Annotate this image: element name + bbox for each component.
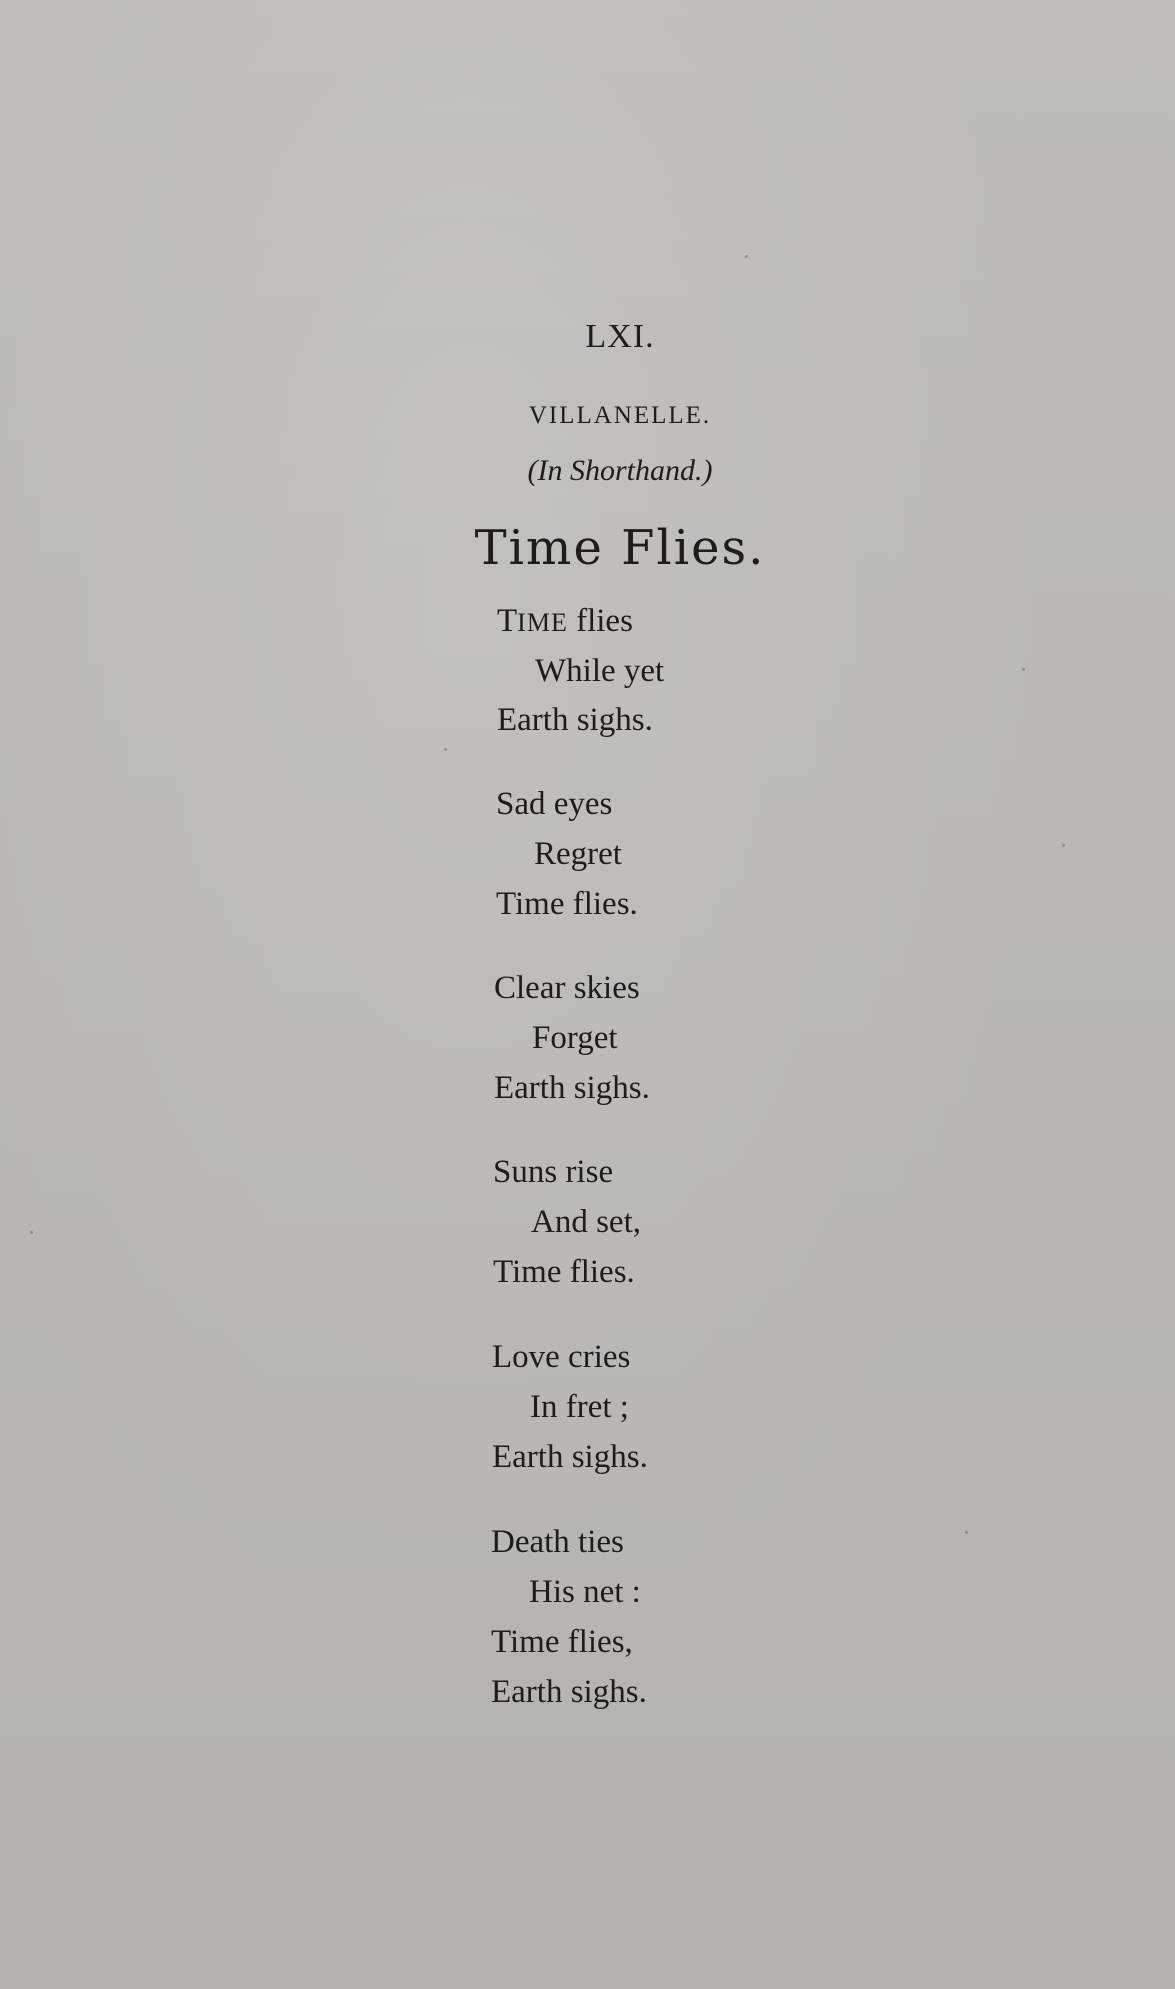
poem-form-label: VILLANELLE.	[528, 402, 712, 429]
poem-line: Suns rise	[493, 1154, 614, 1190]
poem-line: Earth sighs.	[494, 1070, 650, 1106]
first-word-initial: T	[497, 603, 518, 639]
poem-line: Time flies,	[491, 1624, 633, 1660]
poem-line: Sad eyes	[496, 786, 613, 822]
poem-line: Time flies.	[493, 1254, 635, 1290]
poem-line: Regret	[534, 836, 622, 872]
poem-line: Clear skies	[494, 970, 640, 1006]
paper-speck	[965, 1531, 968, 1534]
poem-line: Love cries	[492, 1339, 631, 1375]
poem-line: Forget	[532, 1020, 618, 1056]
poem-subtitle: (In Shorthand.)	[527, 454, 713, 487]
poem-line: While yet	[535, 653, 665, 689]
poem-title: Time Flies.	[474, 520, 766, 576]
poem-line: Earth sighs.	[491, 1674, 647, 1710]
poem-line: And set,	[531, 1204, 641, 1240]
poem-number: LXI.	[585, 318, 655, 355]
paper-speck	[1022, 668, 1025, 671]
paper-speck	[745, 255, 748, 258]
poem-line: Earth sighs.	[497, 702, 653, 738]
poem-line: Death ties	[491, 1524, 624, 1560]
first-word-small-caps: IME	[517, 608, 568, 637]
paper-speck	[30, 1231, 33, 1234]
poem-line: Earth sighs.	[492, 1439, 648, 1475]
paper-speck	[444, 748, 447, 751]
paper-speck	[1062, 844, 1065, 847]
poem-line: Time flies.	[496, 886, 638, 922]
poem-line: In fret ;	[530, 1389, 629, 1425]
poem-line: His net :	[529, 1574, 641, 1610]
poem-line: TIME flies	[497, 603, 633, 639]
